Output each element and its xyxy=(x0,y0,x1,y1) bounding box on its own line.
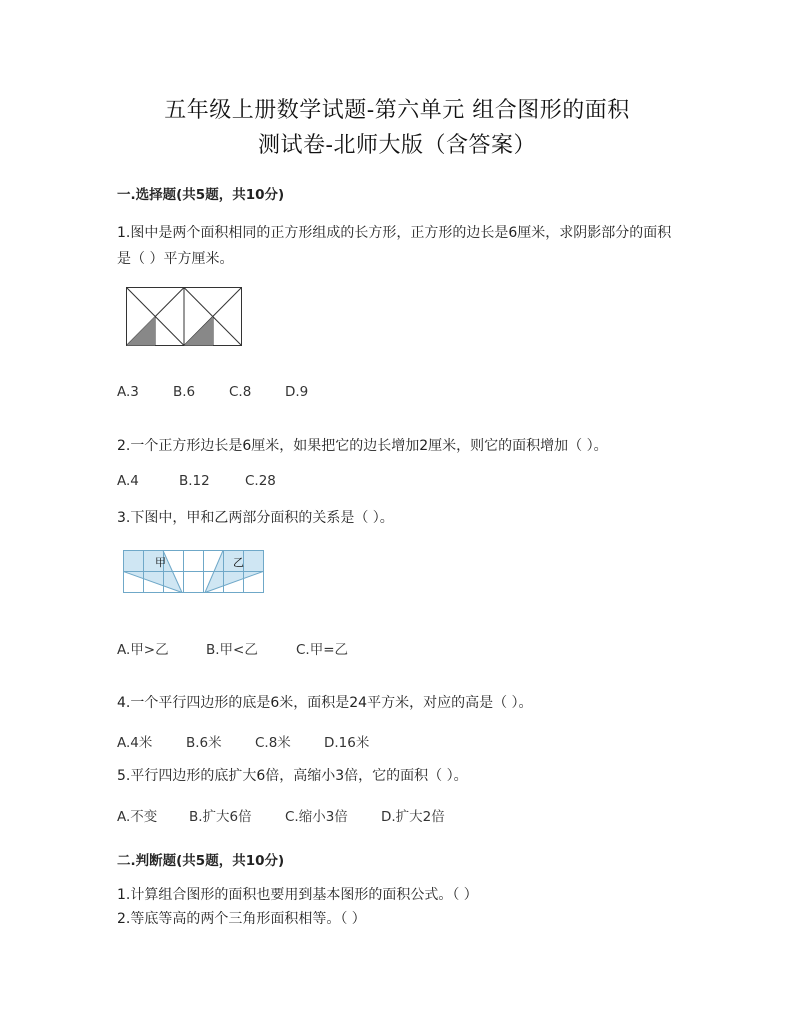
question-3-option-c[interactable]: C.甲=乙 xyxy=(296,642,349,658)
question-5-option-c[interactable]: C.缩小3倍 xyxy=(285,809,348,825)
page-subtitle: 测试卷-北师大版（含答案） xyxy=(258,133,536,158)
page-title: 五年级上册数学试题-第六单元 组合图形的面积 xyxy=(164,98,630,123)
question-5-option-b[interactable]: B.扩大6倍 xyxy=(189,809,252,825)
question-1-options xyxy=(117,384,308,400)
question-5-option-a[interactable]: A.不变 xyxy=(117,809,158,825)
section-heading-judgement: 二.判断题(共5题，共10分) xyxy=(117,853,285,869)
question-2-option-a[interactable]: A.4 xyxy=(117,473,139,489)
question-5-options xyxy=(117,805,445,825)
question-3-options xyxy=(117,638,348,658)
question-5-option-d[interactable]: D.扩大2倍 xyxy=(381,809,445,825)
question-3-figure xyxy=(123,550,269,596)
question-2-option-c[interactable]: C.28 xyxy=(245,473,276,489)
question-1-option-d[interactable]: D.9 xyxy=(285,384,309,400)
question-1-shaded-triangle-right xyxy=(184,317,213,346)
question-2-option-b[interactable]: B.12 xyxy=(179,473,210,489)
question-3-text: 3.下图中，甲和乙两部分面积的关系是（ ）。 xyxy=(117,510,394,526)
question-3-label-yi: 乙 xyxy=(233,556,244,569)
question-4-option-d[interactable]: D.16米 xyxy=(324,735,370,751)
question-2-options xyxy=(117,473,276,489)
question-4-options xyxy=(117,731,369,751)
judgement-2-text: 2.等底等高的两个三角形面积相等。（ ） xyxy=(117,911,366,927)
question-1-figure xyxy=(126,287,244,349)
section-heading-choice: 一.选择题(共5题，共10分) xyxy=(117,187,285,203)
question-4-option-a[interactable]: A.4米 xyxy=(117,735,153,751)
question-3-option-a[interactable]: A.甲>乙 xyxy=(117,642,169,658)
question-1-option-b[interactable]: B.6 xyxy=(173,384,196,400)
question-1-option-c[interactable]: C.8 xyxy=(229,384,252,400)
question-3-label-jia: 甲 xyxy=(155,556,166,569)
question-2-text: 2.一个正方形边长是6厘米，如果把它的边长增加2厘米，则它的面积增加（ ）。 xyxy=(117,438,608,454)
question-4-text: 4.一个平行四边形的底是6米，面积是24平方米，对应的高是（ ）。 xyxy=(117,695,533,711)
question-3-option-b[interactable]: B.甲<乙 xyxy=(206,642,258,658)
question-4-option-c[interactable]: C.8米 xyxy=(255,735,291,751)
question-1-text: 1.图中是两个面积相同的正方形组成的长方形，正方形的边长是6厘米，求阴影部分的面积是（ ）平方厘米。 xyxy=(117,225,672,267)
judgement-1-text: 1.计算组合图形的面积也要用到基本图形的面积公式。（ ） xyxy=(117,887,478,903)
question-5-text: 5.平行四边形的底扩大6倍，高缩小3倍，它的面积（ ）。 xyxy=(117,768,468,784)
question-4-option-b[interactable]: B.6米 xyxy=(186,735,222,751)
question-1-option-a[interactable]: A.3 xyxy=(117,384,139,400)
